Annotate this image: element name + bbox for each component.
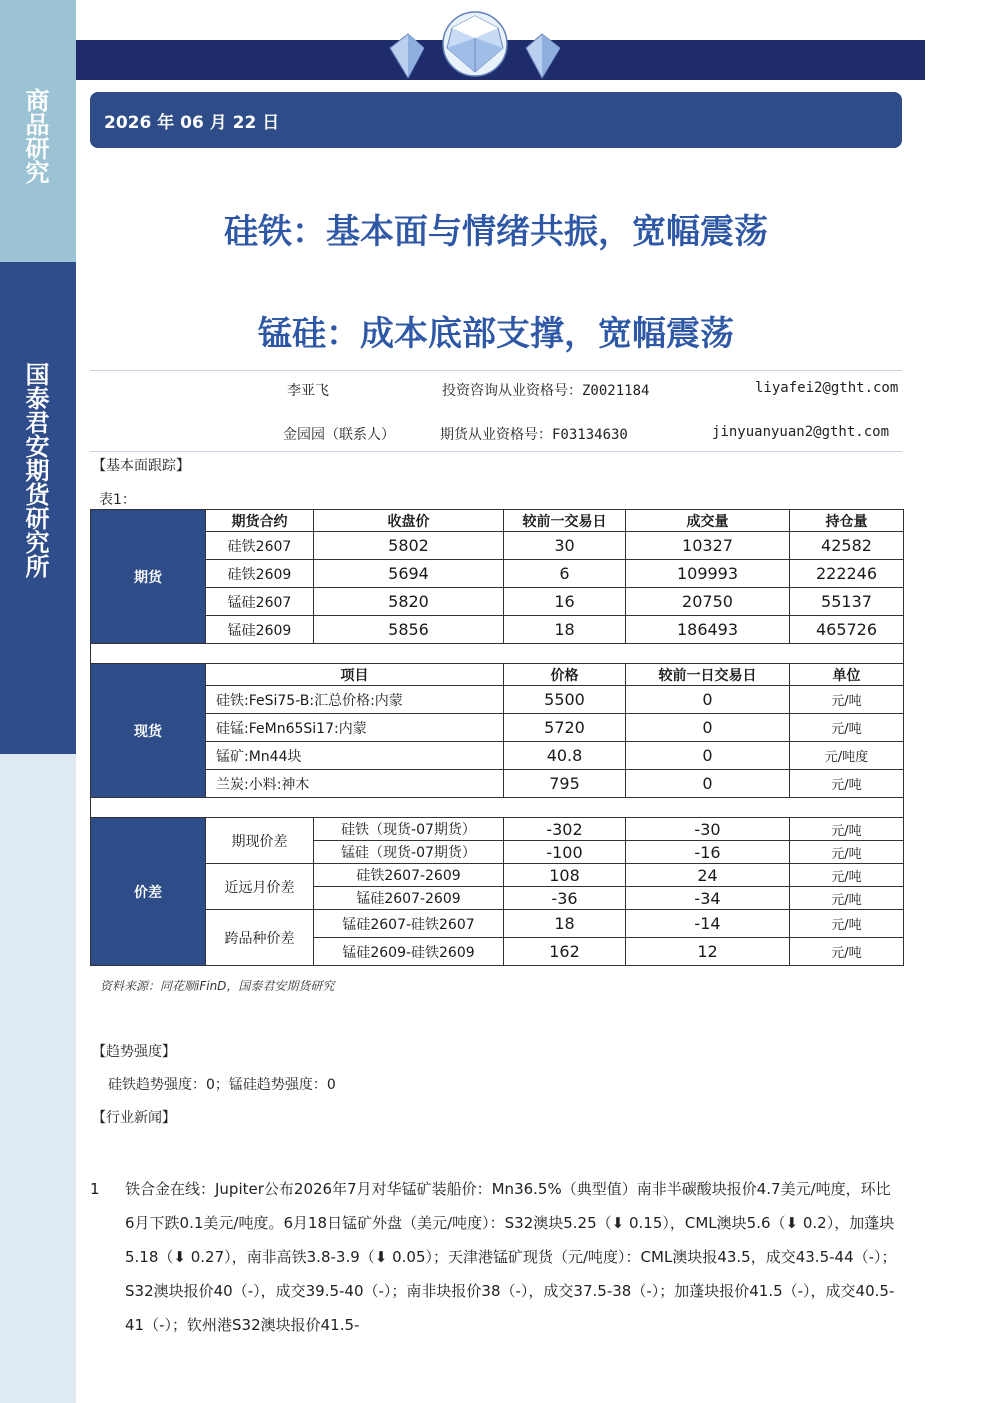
volume: 109993 <box>626 560 790 588</box>
change: 6 <box>504 560 626 588</box>
sidebar-org-label: 国泰君安期货研究所 <box>21 362 50 578</box>
table-row <box>91 714 904 742</box>
volume: 20750 <box>626 588 790 616</box>
sidebar-category-label: 商品研究 <box>21 88 50 184</box>
open-interest: 42582 <box>790 532 904 560</box>
change: 0 <box>626 742 790 770</box>
spread-item: 硅铁2607-2609 <box>314 864 504 887</box>
column-header: 价格 <box>504 664 626 686</box>
table-row <box>91 770 904 798</box>
spot-item: 硅锰:FeMn65Si17:内蒙 <box>206 714 504 742</box>
change: 24 <box>626 864 790 887</box>
column-header: 持仓量 <box>790 510 904 532</box>
price: 5500 <box>504 686 626 714</box>
unit: 元/吨 <box>790 864 904 887</box>
news-item-number: 1 <box>90 1180 100 1198</box>
spread-item: 硅铁（现货-07期货） <box>314 818 504 841</box>
sidebar-bottom <box>0 754 76 1403</box>
table-row <box>91 818 904 841</box>
spot-item: 硅铁:FeSi75-B:汇总价格:内蒙 <box>206 686 504 714</box>
spread-item: 锰硅（现货-07期货） <box>314 841 504 864</box>
contract-name: 锰硅2607 <box>206 588 314 616</box>
spot-header-row <box>91 664 904 686</box>
spread-item: 锰硅2607-硅铁2607 <box>314 910 504 938</box>
contract-name: 锰硅2609 <box>206 616 314 644</box>
change: 0 <box>626 686 790 714</box>
price: 5720 <box>504 714 626 742</box>
diamond-logo-icon <box>380 8 570 84</box>
author-email[interactable]: liyafei2@gtht.com <box>755 380 899 396</box>
trend-strength-text: 硅铁趋势强度：0；锰硅趋势强度：0 <box>108 1077 336 1093</box>
price: 40.8 <box>504 742 626 770</box>
column-header: 期货合约 <box>206 510 314 532</box>
data-source-note: 资料来源：同花顺iFinD，国泰君安期货研究 <box>100 979 335 993</box>
open-interest: 55137 <box>790 588 904 616</box>
title-ferrosilicon: 硅铁：基本面与情绪共振，宽幅震荡 <box>224 212 768 252</box>
spread-group: 期现价差 <box>206 818 314 864</box>
table-row <box>91 910 904 938</box>
table-row <box>91 686 904 714</box>
column-header: 项目 <box>206 664 504 686</box>
author-name: 金园园（联系人） <box>283 427 395 443</box>
category-spread: 价差 <box>91 818 206 966</box>
contract-name: 硅铁2607 <box>206 532 314 560</box>
change: -30 <box>626 818 790 841</box>
report-date: 2026 年 06 月 22 日 <box>104 113 280 133</box>
spot-item: 锰矿:Mn44块 <box>206 742 504 770</box>
section-fundamental: 【基本面跟踪】 <box>92 458 190 474</box>
close-price: 5694 <box>314 560 504 588</box>
volume: 10327 <box>626 532 790 560</box>
column-header: 收盘价 <box>314 510 504 532</box>
unit: 元/吨 <box>790 938 904 966</box>
table-label: 表1： <box>99 492 136 508</box>
author-email[interactable]: jinyuanyuan2@gtht.com <box>712 424 890 440</box>
category-futures: 期货 <box>91 510 206 644</box>
price: 795 <box>504 770 626 798</box>
table-row <box>91 864 904 887</box>
unit: 元/吨 <box>790 887 904 910</box>
spread-item: 锰硅2607-2609 <box>314 887 504 910</box>
open-interest: 465726 <box>790 616 904 644</box>
spread-value: -100 <box>504 841 626 864</box>
spread-value: -302 <box>504 818 626 841</box>
column-header: 较前一交易日 <box>504 510 626 532</box>
unit: 元/吨 <box>790 841 904 864</box>
section-news: 【行业新闻】 <box>92 1110 176 1126</box>
volume: 186493 <box>626 616 790 644</box>
unit: 元/吨度 <box>790 742 904 770</box>
spread-value: -36 <box>504 887 626 910</box>
spread-group: 跨品种价差 <box>206 910 314 966</box>
change: 12 <box>626 938 790 966</box>
table-row <box>91 588 904 616</box>
news-item-text: 铁合金在线：Jupiter公布2026年7月对华锰矿装船价：Mn36.5%（典型值）南非半碳酸块报价4.7美元/吨度，环比6月下跌0.1美元/吨度。6月18日锰矿外盘（美元/吨度）：S32澳块5.25（⬇ 0.15），CML澳块5.6（⬇ 0.2），加蓬块5.18（⬇ 0.27），南非高铁3.8-3.9（⬇ 0.05）；天津港锰矿现货（元/吨度）：CML澳块报43.5，成交43.5-44（-）；S32澳块报价40（-），成交39.5-40（-）；南非块报价38（-），成交37.5-38（-）；加蓬块报价41.5（-），成交40.5-41（-）；钦州港S32澳块报价41.5- <box>125 1180 897 1334</box>
close-price: 5856 <box>314 616 504 644</box>
spread-value: 108 <box>504 864 626 887</box>
spacer-row <box>91 798 904 818</box>
unit: 元/吨 <box>790 686 904 714</box>
close-price: 5802 <box>314 532 504 560</box>
title-silicomanganese: 锰硅：成本底部支撑，宽幅震荡 <box>258 314 734 354</box>
change: 16 <box>504 588 626 616</box>
fundamental-table <box>90 509 904 966</box>
section-trend: 【趋势强度】 <box>92 1044 176 1060</box>
change: 18 <box>504 616 626 644</box>
sidebar-top <box>0 0 76 262</box>
column-header: 较前一日交易日 <box>626 664 790 686</box>
contract-name: 硅铁2609 <box>206 560 314 588</box>
change: -34 <box>626 887 790 910</box>
category-spot: 现货 <box>91 664 206 798</box>
table-row <box>91 532 904 560</box>
sidebar-org <box>0 262 76 754</box>
divider <box>90 370 902 371</box>
divider <box>90 451 902 452</box>
table-row <box>91 616 904 644</box>
unit: 元/吨 <box>790 770 904 798</box>
close-price: 5820 <box>314 588 504 616</box>
table-row <box>91 742 904 770</box>
change: -16 <box>626 841 790 864</box>
change: -14 <box>626 910 790 938</box>
table-row <box>91 560 904 588</box>
spread-item: 锰硅2609-硅铁2609 <box>314 938 504 966</box>
open-interest: 222246 <box>790 560 904 588</box>
author-cert: 投资咨询从业资格号：Z0021184 <box>442 383 650 399</box>
unit: 元/吨 <box>790 910 904 938</box>
author-cert: 期货从业资格号：F03134630 <box>440 427 628 443</box>
spacer-row <box>91 644 904 664</box>
column-header: 成交量 <box>626 510 790 532</box>
change: 0 <box>626 770 790 798</box>
futures-header-row <box>91 510 904 532</box>
column-header: 单位 <box>790 664 904 686</box>
date-banner <box>90 92 902 148</box>
unit: 元/吨 <box>790 818 904 841</box>
change: 0 <box>626 714 790 742</box>
author-name: 李亚飞 <box>287 383 329 399</box>
spread-group: 近远月价差 <box>206 864 314 910</box>
spread-value: 18 <box>504 910 626 938</box>
change: 30 <box>504 532 626 560</box>
spread-value: 162 <box>504 938 626 966</box>
spot-item: 兰炭:小料:神木 <box>206 770 504 798</box>
unit: 元/吨 <box>790 714 904 742</box>
